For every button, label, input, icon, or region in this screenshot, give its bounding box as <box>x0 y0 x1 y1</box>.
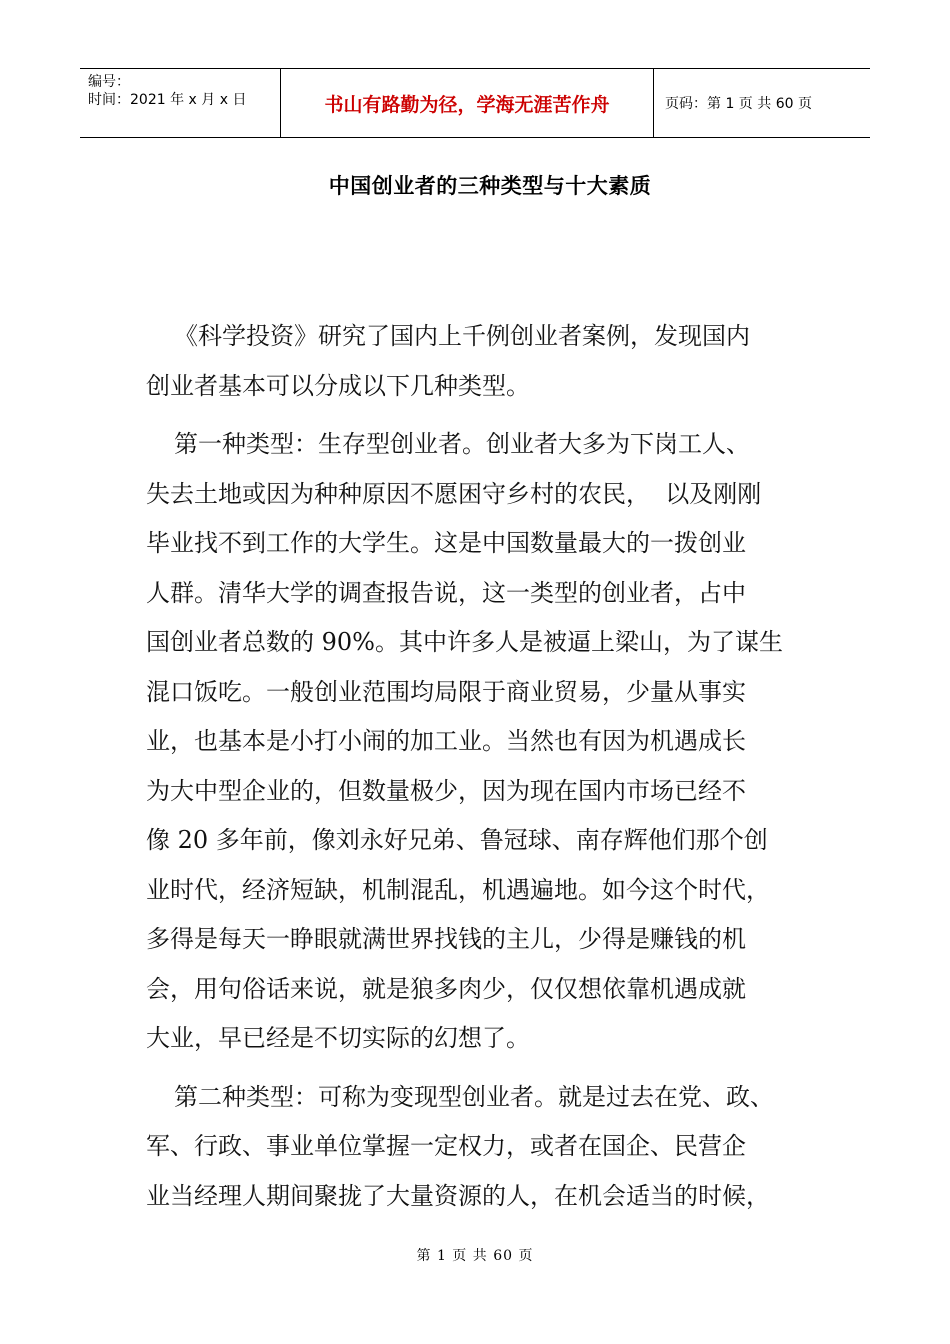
text-line: 业时代，经济短缺，机制混乱，机遇遍地。如今这个时代， <box>146 875 770 904</box>
text-line: 混口饭吃。一般创业范围均局限于商业贸易，少量从事实 <box>146 677 746 706</box>
text-line: 创业者基本可以分成以下几种类型。 <box>146 371 530 400</box>
header-table <box>80 68 870 138</box>
text-line: 业，也基本是小打小闹的加工业。当然也有因为机遇成长 <box>146 727 746 755</box>
text-line: 军、行政、事业单位掌握一定权力，或者在国企、民营企 <box>146 1132 746 1160</box>
paragraph-type-two <box>146 1073 806 1222</box>
text-line: 像 20 多年前，像刘永好兄弟、鲁冠球、南存辉他们那个创 <box>146 826 768 854</box>
text-line: 《科学投资》研究了国内上千例创业者案例，发现国内 <box>174 322 750 350</box>
header-meta-cell <box>80 69 281 137</box>
page-footer: 第 1 页 共 60 页 <box>416 1248 534 1264</box>
date-label: 时间：2021 年 x 月 x 日 <box>88 92 247 108</box>
paragraph-type-one <box>146 420 806 1064</box>
text-line: 失去土地或因为种种原因不愿困守乡村的农民， 以及刚刚 <box>146 479 762 508</box>
page-info: 页码：第 1 页 共 60 页 <box>665 96 812 112</box>
text-line: 第二种类型：可称为变现型创业者。就是过去在党、政、 <box>174 1082 774 1111</box>
text-line: 业当经理人期间聚拢了大量资源的人，在机会适当的时候， <box>146 1181 770 1210</box>
text-line: 国创业者总数的 90%。其中许多人是被逼上梁山，为了谋生 <box>146 628 783 656</box>
document-body <box>146 312 806 1221</box>
text-line: 为大中型企业的，但数量极少，因为现在国内市场已经不 <box>146 776 746 805</box>
text-line: 多得是每天一睁眼就满世界找钱的主儿，少得是赚钱的机 <box>146 925 746 953</box>
motto: 书山有路勤为径，学海无涯苦作舟 <box>281 69 654 137</box>
text-line: 人群。清华大学的调查报告说，这一类型的创业者，占中 <box>146 578 746 607</box>
number-label: 编号： <box>88 74 130 90</box>
text-line: 大业，早已经是不切实际的幻想了。 <box>146 1024 530 1052</box>
paragraph-intro <box>146 312 806 411</box>
text-line: 第一种类型：生存型创业者。创业者大多为下岗工人、 <box>174 430 750 458</box>
text-line: 会，用句俗话来说，就是狼多肉少，仅仅想依靠机遇成就 <box>146 974 746 1003</box>
text-line: 毕业找不到工作的大学生。这是中国数量最大的一拨创业 <box>146 529 746 557</box>
document-title: 中国创业者的三种类型与十大素质 <box>328 174 652 198</box>
